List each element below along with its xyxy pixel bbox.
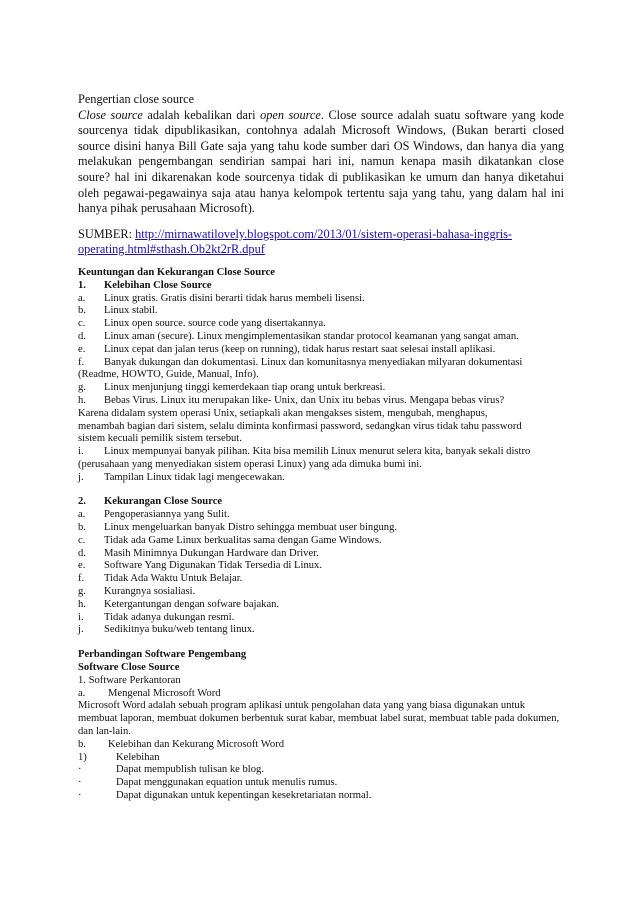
list-item-label: d. xyxy=(78,547,86,559)
list-item-text: Ketergantungan dengan sofware bajakan. xyxy=(104,598,280,610)
list-item-text: Tidak adanya dukungan resmi. xyxy=(104,611,235,623)
list-item-text: Tidak Ada Waktu Untuk Belajar. xyxy=(104,573,243,585)
list-item xyxy=(78,344,564,357)
list-item-label: i. xyxy=(78,611,84,623)
list-item xyxy=(78,472,564,485)
list-item-text: Sedikitnya buku/web tentang linux. xyxy=(104,624,255,636)
list-item-text: Linux open source. source code yang disertakannya. xyxy=(104,318,326,330)
list-item xyxy=(78,357,564,370)
list-item-text: Tampilan Linux tidak lagi mengecewakan. xyxy=(104,471,285,483)
list-item-text: Linux stabil. xyxy=(104,305,158,317)
list-item xyxy=(78,318,564,331)
kelebihan-word: b. Kelebihan dan Kekurang Microsoft Word xyxy=(78,738,285,750)
list-item-text: Karena didalam system operasi Unix, setiapkali akan mengakses sistem, mengubah, menghapus, xyxy=(78,407,488,419)
list-item-text: Software Yang Digunakan Tidak Tersedia di Linux. xyxy=(104,560,322,572)
word-description: Microsoft Word adalah sebuah program aplikasi untuk pengolahan data yang yang biasa digunakan untuk membuat laporan, membuat dokumen berbentuk surat kabar, membuat label surat, membuat table pada dokumen, dan lan-lain. xyxy=(78,700,560,738)
list-item-text: Tidak ada Game Linux berkualitas sama dengan Game Windows. xyxy=(104,534,382,546)
pros-cons-section xyxy=(78,267,564,803)
kelebihan-list xyxy=(78,293,564,485)
list-item-label: a. xyxy=(78,292,86,304)
list-item-label: e. xyxy=(78,343,86,355)
list-item-label: g. xyxy=(78,586,86,598)
list-item xyxy=(78,560,564,573)
list-item xyxy=(78,382,564,395)
list-item xyxy=(78,459,564,472)
kekurangan-list xyxy=(78,509,564,637)
bullet-mark: · xyxy=(78,790,82,802)
bullet-mark: · xyxy=(78,777,82,789)
bullet-text: Dapat digunakan untuk kepentingan kesekretariatan normal. xyxy=(116,790,372,802)
bullet-item xyxy=(78,777,564,790)
list-item xyxy=(78,369,564,382)
list-item-text: (perusahaan yang menyediakan sistem operasi Linux) yang ada dimuka bumi ini. xyxy=(78,458,422,470)
bullet-item xyxy=(78,764,564,777)
list-item-text: Linux gratis. Gratis disini berarti tidak harus membeli lisensi. xyxy=(104,292,365,304)
intro-paragraph xyxy=(78,108,564,217)
list-item-text: Masih Minimnya Dukungan Hardware dan Driver. xyxy=(104,547,319,559)
list-item xyxy=(78,446,564,459)
bullet-mark: · xyxy=(78,764,82,776)
section-title: Keuntungan dan Kekurangan Close Source xyxy=(78,266,276,278)
list-item xyxy=(78,612,564,625)
list-item xyxy=(78,509,564,522)
perbandingan-title: Perbandingan Software Pengembang xyxy=(78,649,247,661)
document-page xyxy=(78,92,564,803)
list-item-text: Linux cepat dan jalan terus (keep on running), tidak harus restart saat selesai install aplikasi. xyxy=(104,343,496,355)
list-item-text: Linux mengeluarkan banyak Distro sehingga membuat user bingung. xyxy=(104,522,398,534)
list-item-label: a. xyxy=(78,509,86,521)
list-item-label: g. xyxy=(78,382,86,394)
list-item xyxy=(78,331,564,344)
intro-text: adalah kebalikan dari xyxy=(142,107,261,122)
source-line xyxy=(78,227,564,258)
source-link[interactable]: http://mirnawatilovely.blogspot.com/2013/01/sistem-operasi-bahasa-inggris-operating.html#sthash.Ob2kt2rR.dpuf xyxy=(78,226,512,257)
list-item xyxy=(78,395,564,408)
bullet-list xyxy=(78,764,564,802)
list-item xyxy=(78,573,564,586)
list-item-text: Linux aman (secure). Linux mengimplementasikan standar protocol keamanan yang sangat aman. xyxy=(104,330,519,342)
perbandingan-subtitle: Software Close Source xyxy=(78,662,180,674)
list-item-label: c. xyxy=(78,318,86,330)
list-item-text: Linux mempunyai banyak pilihan. Kita bisa memilih Linux menurut selera kita, banyak sekali distro xyxy=(104,446,531,458)
list-item xyxy=(78,535,564,548)
list-item-label: d. xyxy=(78,330,86,342)
source-label: SUMBER: xyxy=(78,226,136,241)
list-item-label: h. xyxy=(78,394,86,406)
list-item-text: Bebas Virus. Linux itu merupakan like- Unix, dan Unix itu bebas virus. Mengapa bebas virus? xyxy=(104,394,505,406)
list-item-label: e. xyxy=(78,560,86,572)
list-item xyxy=(78,408,564,421)
mengenal-word: a. Mengenal Microsoft Word xyxy=(78,687,221,699)
list-item-text: (Readme, HOWTO, Guide, Manual, Info). xyxy=(78,369,259,381)
intro-heading: Pengertian close source xyxy=(78,92,195,106)
list-item-text: menambah bagian dari sistem, selalu diminta konfirmasi password, sedangkan virus tidak tahu password xyxy=(78,420,522,432)
bullet-text: Dapat menggunakan equation untuk menulis rumus. xyxy=(116,777,338,789)
kekurangan-heading: 2. Kekurangan Close Source xyxy=(78,496,223,508)
list-item-label: c. xyxy=(78,534,86,546)
list-item-text: Linux menjunjung tinggi kemerdekaan tiap orang untuk berkreasi. xyxy=(104,382,386,394)
list-item xyxy=(78,305,564,318)
intro-body: . Close source adalah suatu software yang kode sourcenya tidak dipublikasikan, contohnya adalah Microsoft Windows, (Bukan berarti closed source disini hanya Bill Gate saja yang tahu kode sumber dari OS Windows, dan hanya dia yang melakukan pengembangan sendirian sampai hari ini, namun kenapa masih dikatankan close soure? hal ini dikarenakan kode sourcenya tidak di publikasikan ke umum dan hanya diketahui oleh pegawai-pegawainya saja atau hanya kelompok tertentu saja yang tahu, yang dalam hal ini hanya pihak perusahaan Microsoft). xyxy=(78,107,564,216)
list-item-label: i. xyxy=(78,446,84,458)
kelebihan-sub: 1) Kelebihan xyxy=(78,751,160,763)
close-source-term: Close source xyxy=(78,107,143,122)
list-item xyxy=(78,293,564,306)
list-item-text: Kurangnya sosialiasi. xyxy=(104,586,196,598)
list-item-text: sistem kecuali pemilik sistem tersebut. xyxy=(78,433,242,445)
list-item-label: b. xyxy=(78,522,86,534)
list-item-label: h. xyxy=(78,598,86,610)
bullet-item xyxy=(78,790,564,803)
list-item-label: j. xyxy=(78,624,84,636)
list-item xyxy=(78,433,564,446)
software-perkantoran: 1. Software Perkantoran xyxy=(78,674,181,686)
list-item-text: Pengoperasiannya yang Sulit. xyxy=(104,509,230,521)
list-item xyxy=(78,586,564,599)
intro-section xyxy=(78,92,564,217)
list-item xyxy=(78,624,564,637)
list-item xyxy=(78,548,564,561)
open-source-term: open source xyxy=(260,107,321,122)
list-item xyxy=(78,421,564,434)
bullet-text: Dapat mempublish tulisan ke blog. xyxy=(116,764,264,776)
list-item-text: Banyak dukungan dan dokumentasi. Linux dan komunitasnya menyediakan milyaran dokumentasi xyxy=(104,356,523,368)
list-item-label: f. xyxy=(78,356,85,368)
list-item-label: f. xyxy=(78,573,85,585)
list-item-label: b. xyxy=(78,305,86,317)
list-item xyxy=(78,522,564,535)
list-item-label: j. xyxy=(78,471,84,483)
kelebihan-heading: 1. Kelebihan Close Source xyxy=(78,279,212,291)
list-item xyxy=(78,599,564,612)
